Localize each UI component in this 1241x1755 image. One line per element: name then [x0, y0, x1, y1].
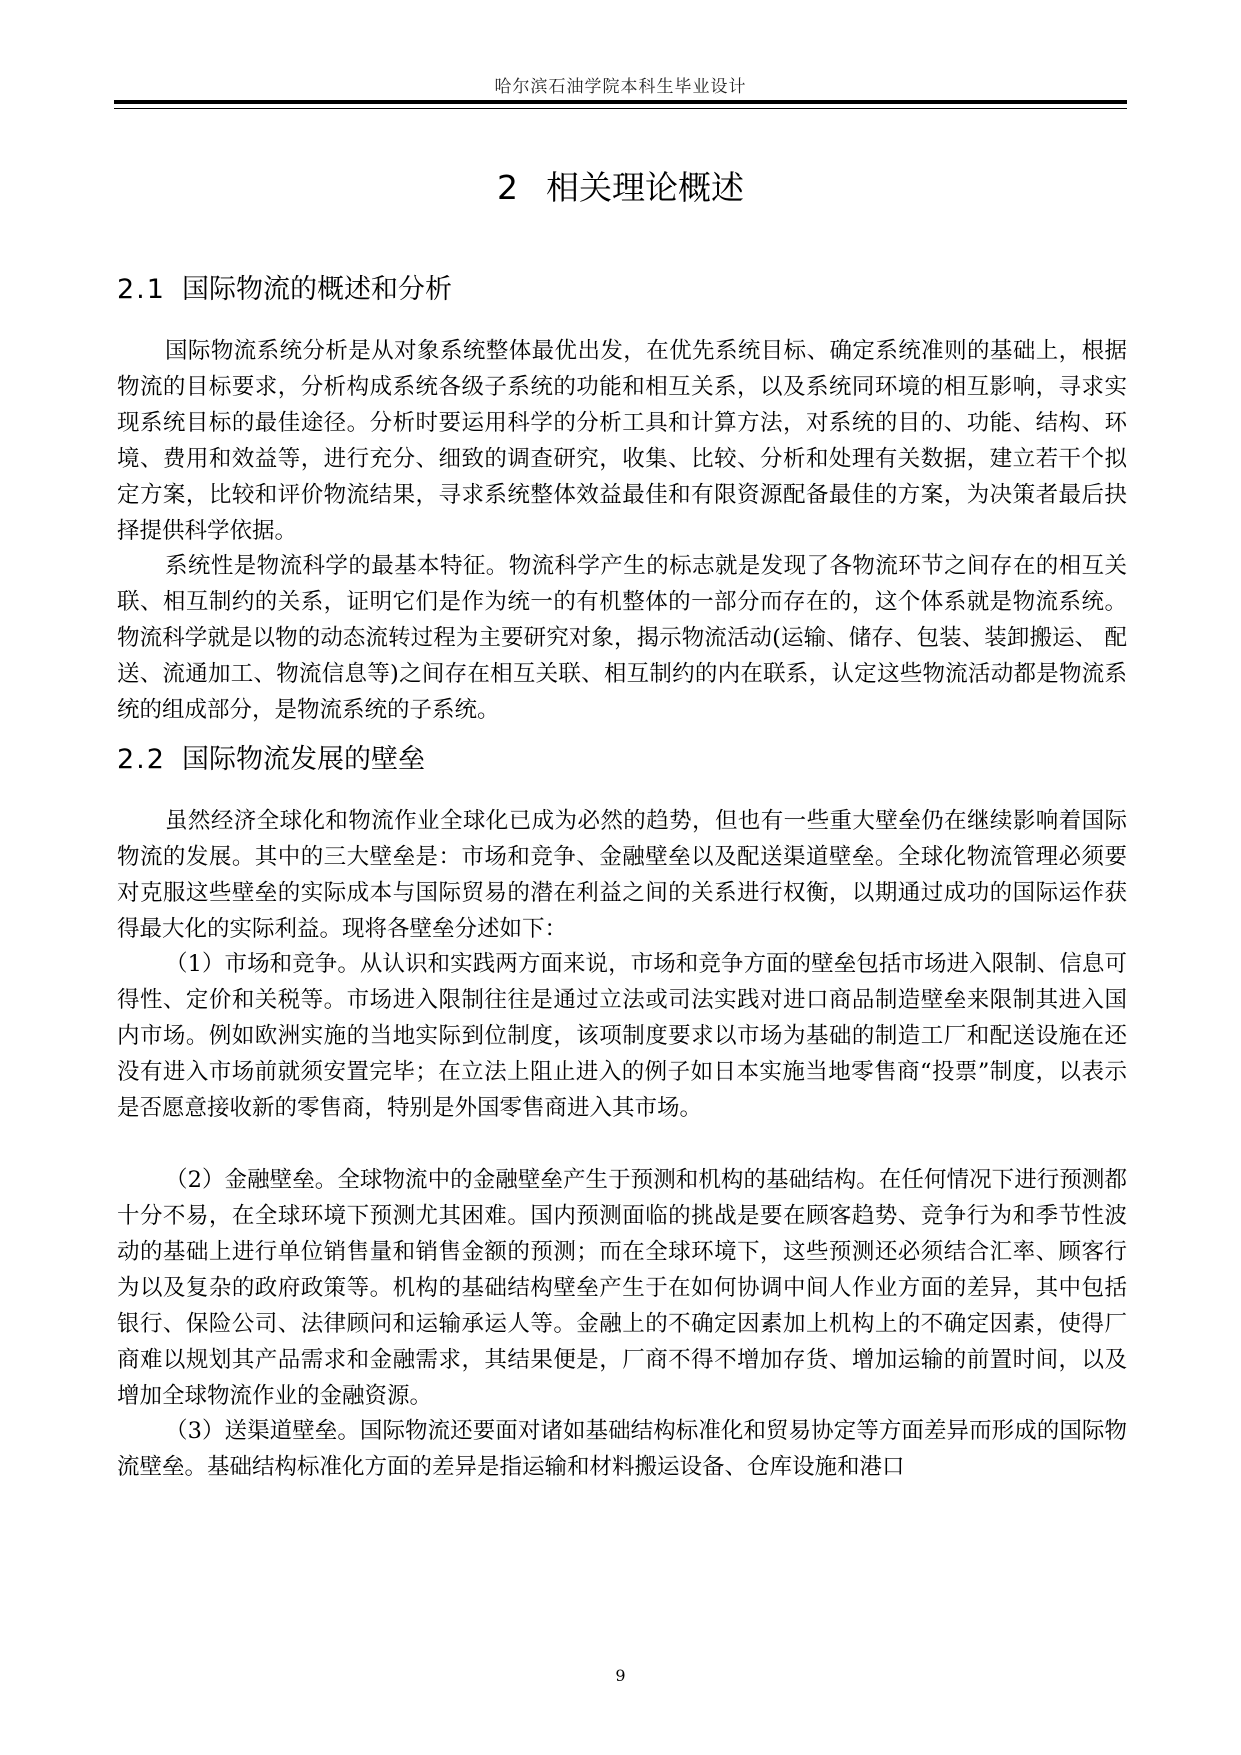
chapter-number: 2 [497, 168, 518, 207]
section-number: 2.1 [117, 274, 166, 305]
chapter-title [0, 168, 1241, 208]
section-number: 2.2 [117, 744, 166, 775]
paragraph: 系统性是物流科学的最基本特征。物流科学产生的标志就是发现了各物流环节之间存在的相互关联、相互制约的关系，证明它们是作为统一的有机整体的一部分而存在的，这个体系就是物流系统。物流科学就是以物的动态流转过程为主要研究对象，揭示物流活动(运输、储存、包装、装卸搬运、 配送、流通加工、物流信息等)之间存在相互关联、相互制约的内在联系，认定这些物流活动都是物流系统的组成部分，是物流系统的子系统。 [117, 553, 1127, 723]
paragraph: 国际物流系统分析是从对象系统整体最优出发，在优先系统目标、确定系统准则的基础上，根据物流的目标要求，分析构成系统各级子系统的功能和相互关系，以及系统同环境的相互影响，寻求实现系统目标的最佳途径。分析时要运用科学的分析工具和计算方法，对系统的目的、功能、结构、环境、费用和效益等，进行充分、细致的调查研究，收集、比较、分析和处理有关数据，建立若干个拟定方案，比较和评价物流结果，寻求系统整体效益最佳和有限资源配备最佳的方案，为决策者最后抉择提供科学依据。 [117, 338, 1127, 544]
running-header: 哈尔滨石油学院本科生毕业设计 [494, 77, 747, 97]
section-heading-2-2 [117, 743, 425, 777]
paragraph: 虽然经济全球化和物流作业全球化已成为必然的趋势，但也有一些重大壁垒仍在继续影响着国际物流的发展。其中的三大壁垒是：市场和竞争、金融壁垒以及配送渠道壁垒。全球化物流管理必须要对克服这些壁垒的实际成本与国际贸易的潜在利益之间的关系进行权衡，以期通过成功的国际运作获得最大化的实际利益。现将各壁垒分述如下： [117, 808, 1127, 942]
header-rule-thick [114, 100, 1127, 104]
paragraph: （1）市场和竞争。从认识和实践两方面来说，市场和竞争方面的壁垒包括市场进入限制、信息可得性、定价和关税等。市场进入限制往往是通过立法或司法实践对进口商品制造壁垒来限制其进入国内市场。例如欧洲实施的当地实际到位制度，该项制度要求以市场为基础的制造工厂和配送设施在还没有进入市场前就须安置完毕；在立法上阻止进入的例子如日本实施当地零售商“投票”制度，以表示是否愿意接收新的零售商，特别是外国零售商进入其市场。 [117, 951, 1127, 1121]
page-number: 9 [615, 1666, 626, 1685]
paragraph: （2）金融壁垒。全球物流中的金融壁垒产生于预测和机构的基础结构。在任何情况下进行预测都十分不易，在全球环境下预测尤其困难。国内预测面临的挑战是要在顾客趋势、竞争行为和季节性波动的基础上进行单位销售量和销售金额的预测；而在全球环境下，这些预测还必须结合汇率、顾客行为以及复杂的政府政策等。机构的基础结构壁垒产生于在如何协调中间人作业方面的差异，其中包括银行、保险公司、法律顾问和运输承运人等。金融上的不确定因素加上机构上的不确定因素，使得厂商难以规划其产品需求和金融需求，其结果便是，厂商不得不增加存货、增加运输的前置时间，以及增加全球物流作业的金融资源。 [117, 1167, 1127, 1409]
section-heading-2-1 [117, 273, 452, 307]
paragraph: （3）送渠道壁垒。国际物流还要面对诸如基础结构标准化和贸易协定等方面差异而形成的国际物流壁垒。基础结构标准化方面的差异是指运输和材料搬运设备、仓库设施和港口 [117, 1418, 1127, 1480]
header-rule-thin [114, 108, 1127, 109]
section-title: 国际物流发展的壁垒 [181, 744, 425, 775]
chapter-title-text: 相关理论概述 [546, 168, 744, 207]
section-title: 国际物流的概述和分析 [181, 274, 452, 305]
